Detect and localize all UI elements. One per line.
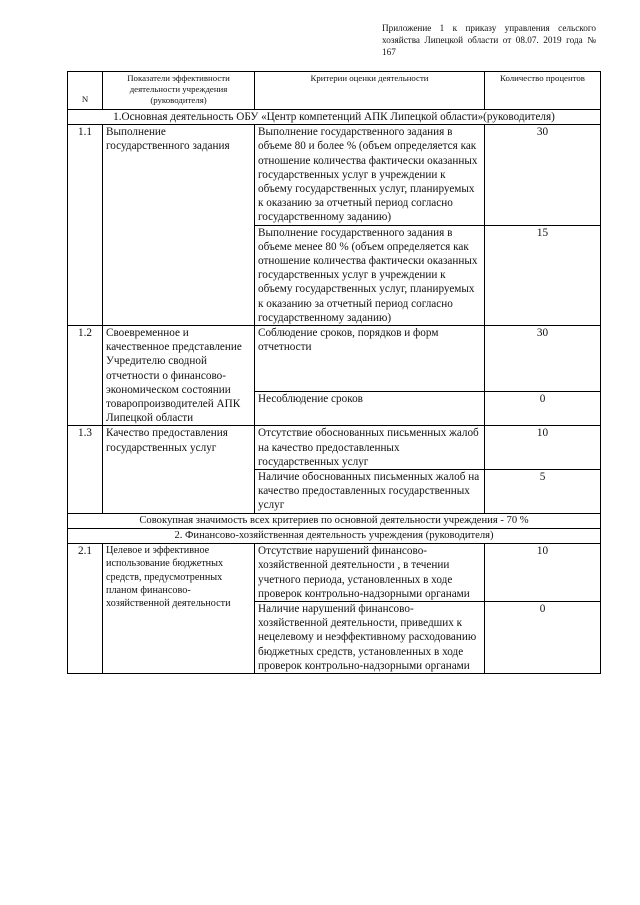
- summary-1: Совокупная значимость всех критериев по основной деятельности учреждения - 70 %: [68, 513, 601, 528]
- percent-cell: 0: [485, 392, 601, 426]
- section-1-title: 1.Основная деятельность ОБУ «Центр компетенций АПК Липецкой области»(руководителя): [68, 110, 601, 125]
- row-number: 1.3: [68, 426, 103, 513]
- criteria-cell: Выполнение государственного задания в объеме менее 80 % (объем определяется как отношение количества фактически оказанных государственных услуг в учреждении к объему государственных услуг, планируемых к оказанию за отчетный период согласно государственному заданию): [255, 225, 485, 325]
- appendix-note: Приложение 1 к приказу управления сельского хозяйства Липецкой области от 08.07. 2019 года № 167: [382, 23, 596, 57]
- section-2-title: 2. Финансово-хозяйственная деятельность учреждения (руководителя): [68, 528, 601, 543]
- percent-cell: 15: [485, 225, 601, 325]
- percent-cell: 10: [485, 426, 601, 470]
- criteria-cell: Отсутствие нарушений финансово-хозяйственной деятельности , в течении учетного периода, установленных в ходе проверок контрольно-надзорными органами: [255, 544, 485, 602]
- percent-cell: 30: [485, 125, 601, 225]
- criteria-cell: Соблюдение сроков, порядков и форм отчетности: [255, 326, 485, 392]
- row-number: 1.2: [68, 326, 103, 426]
- section-row: [68, 528, 601, 543]
- criteria-cell: Наличие обоснованных письменных жалоб на качество предоставленных государственных услуг: [255, 470, 485, 514]
- table-row: [68, 544, 601, 602]
- indicator-cell: Своевременное и качественное представление Учредителю сводной отчетности о финансово-экономическом состоянии товаропроизводителей АПК Липецкой области: [103, 326, 255, 426]
- table-row: [68, 426, 601, 470]
- header-indicator: Показатели эффективности деятельности учреждения (руководителя): [103, 72, 255, 110]
- percent-cell: 10: [485, 544, 601, 602]
- criteria-table: [67, 71, 601, 674]
- header-n: N: [68, 72, 103, 110]
- header-percent: Количество процентов: [485, 72, 601, 110]
- criteria-cell: Несоблюдение сроков: [255, 392, 485, 426]
- indicator-cell: Целевое и эффективное использование бюджетных средств, предусмотренных планом финансово-хозяйственной деятельности: [103, 544, 255, 674]
- table-row: [68, 125, 601, 225]
- percent-cell: 0: [485, 601, 601, 673]
- indicator-cell: Качество предоставления государственных услуг: [103, 426, 255, 513]
- header-criteria: Критерии оценки деятельности: [255, 72, 485, 110]
- percent-cell: 5: [485, 470, 601, 514]
- summary-row: [68, 513, 601, 528]
- section-row: [68, 110, 601, 125]
- row-number: 1.1: [68, 125, 103, 326]
- table-row: [68, 326, 601, 392]
- table-header-row: [68, 72, 601, 110]
- criteria-cell: Наличие нарушений финансово-хозяйственной деятельности, приведших к нецелевому и неэффективному расходованию бюджетных средств, установленных в ходе проверок контрольно-надзорными органами: [255, 601, 485, 673]
- indicator-cell: Выполнение государственного задания: [103, 125, 255, 326]
- criteria-cell: Отсутствие обоснованных письменных жалоб на качество предоставленных государственных услуг: [255, 426, 485, 470]
- criteria-cell: Выполнение государственного задания в объеме 80 и более % (объем определяется как отношение количества фактически оказанных государственных услуг в учреждении к объему государственных услуг, планируемых к оказанию за отчетный период согласно государственному заданию): [255, 125, 485, 225]
- percent-cell: 30: [485, 326, 601, 392]
- row-number: 2.1: [68, 544, 103, 674]
